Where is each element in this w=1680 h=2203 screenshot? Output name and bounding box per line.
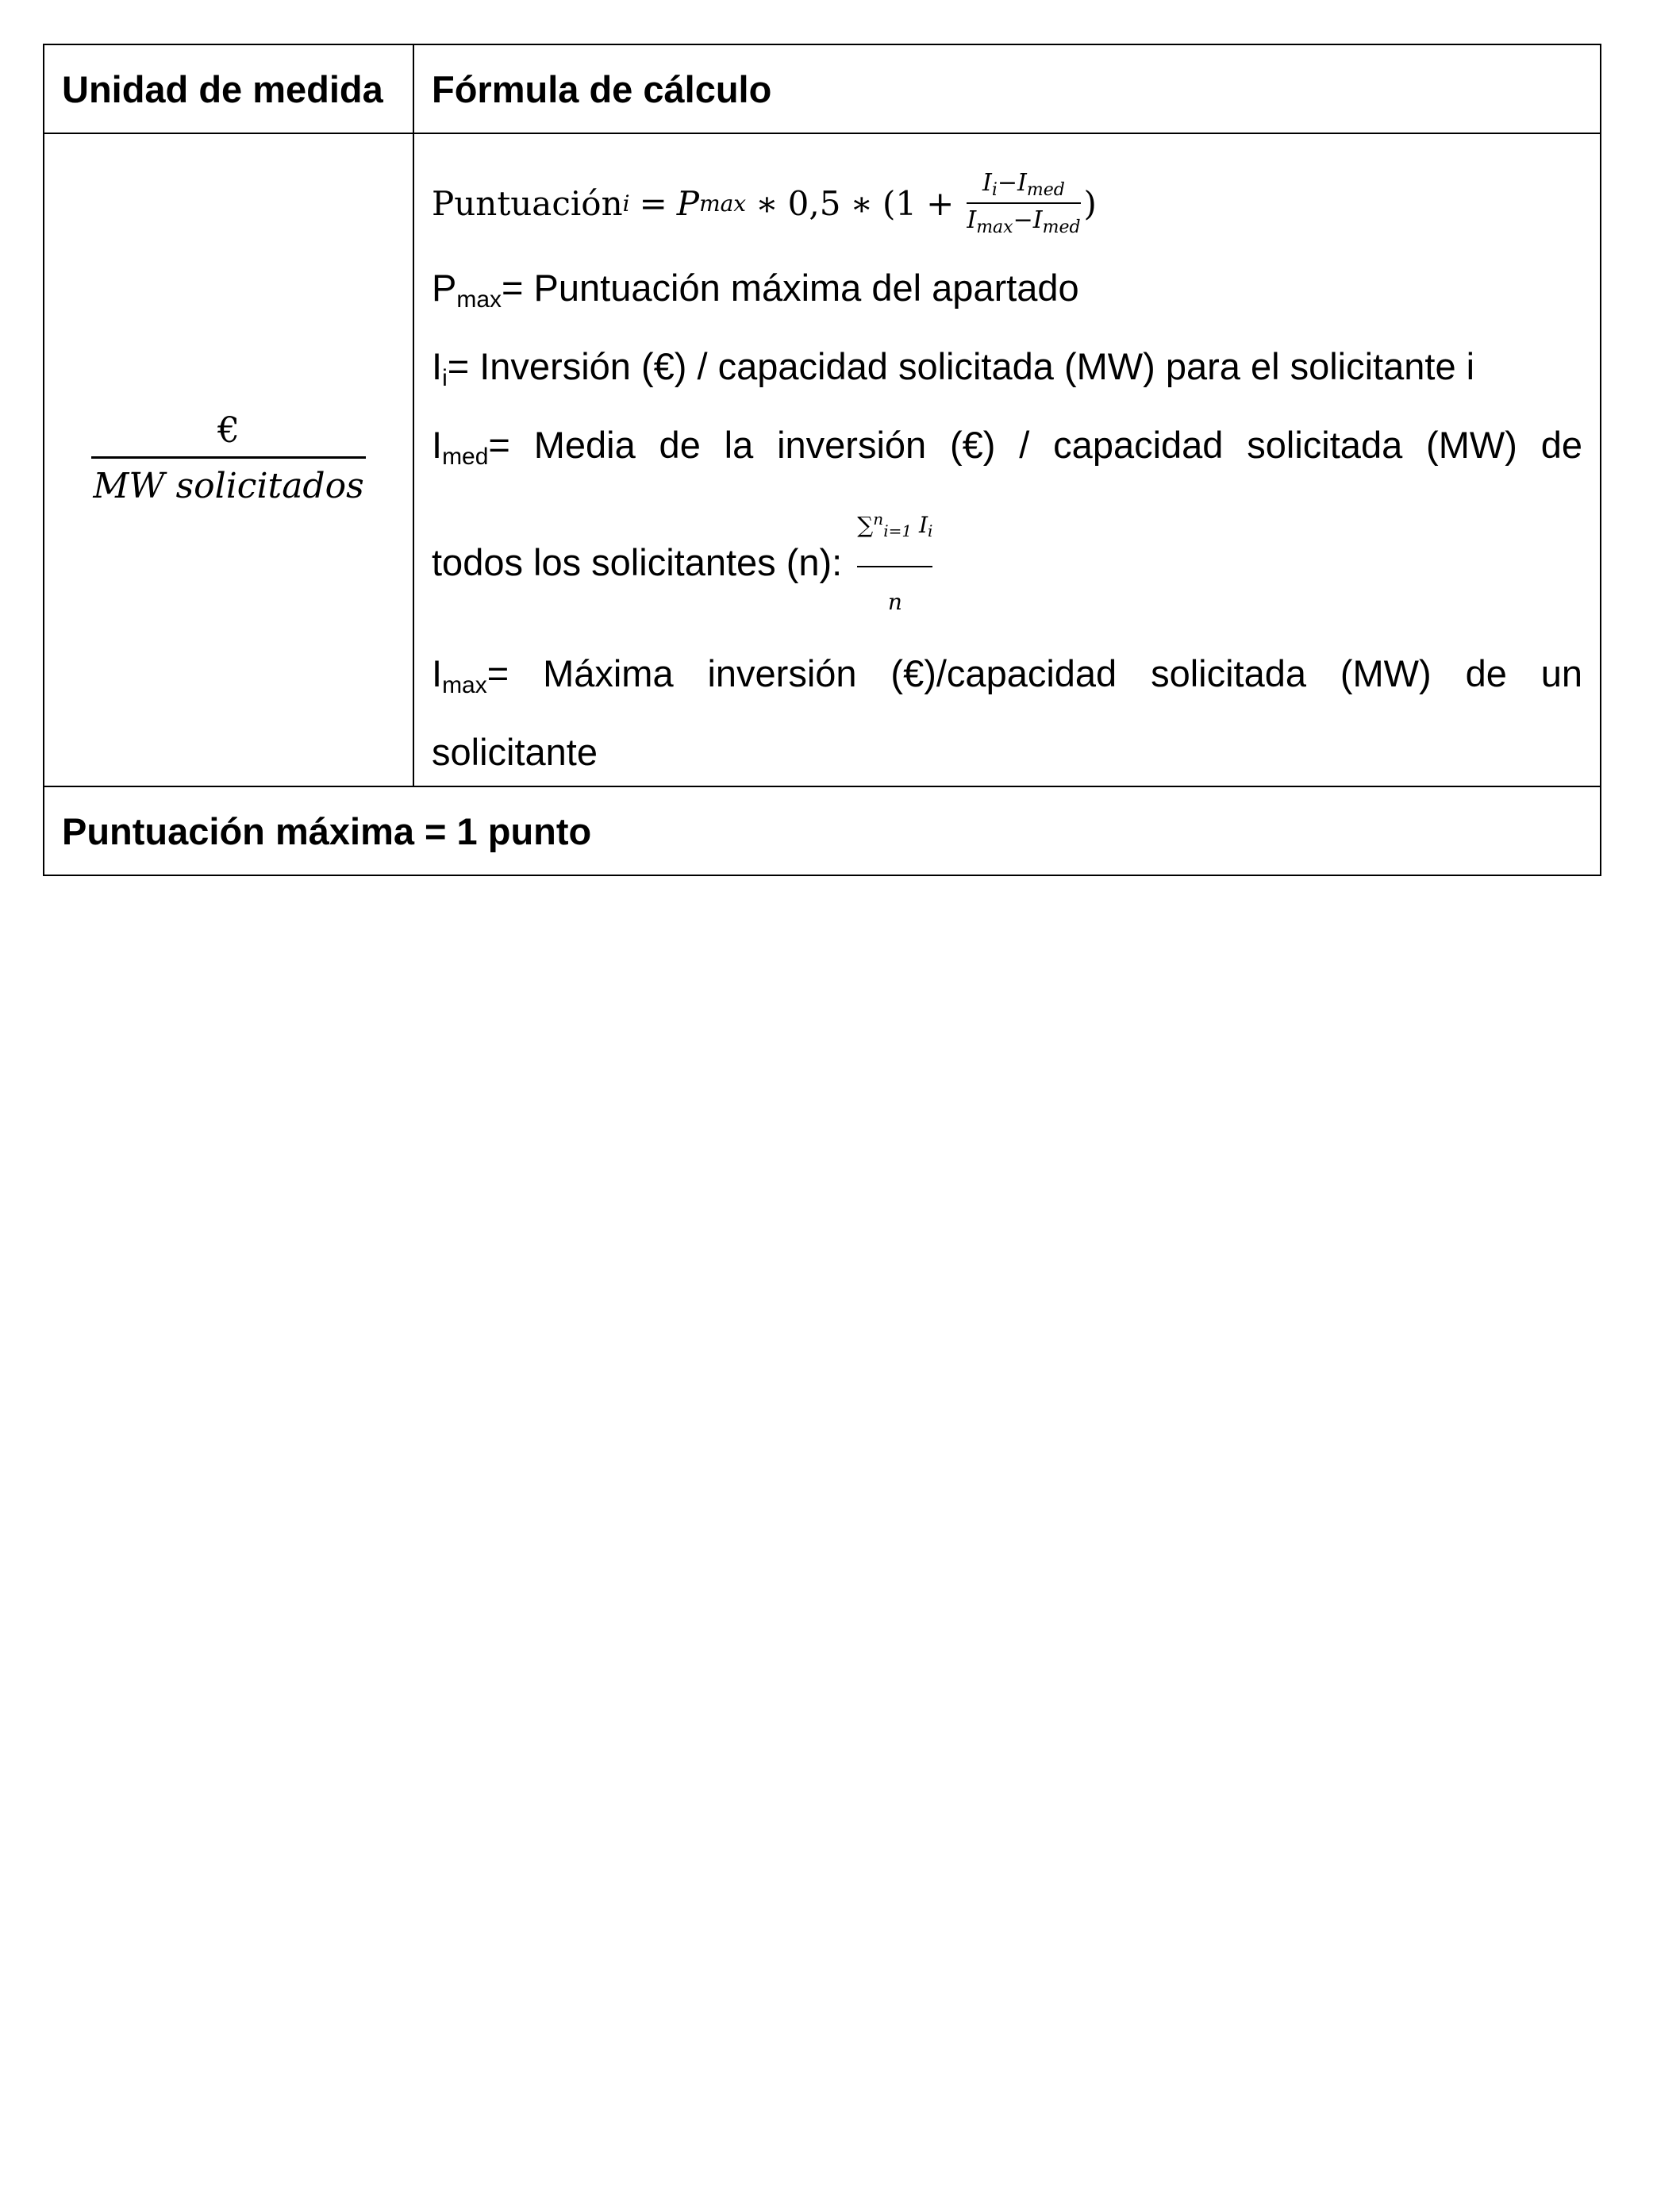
- plus-sign: +: [926, 183, 955, 223]
- den-med-sym: I: [1032, 206, 1043, 234]
- unit-denominator: MW solicitados: [93, 466, 364, 506]
- table-body-row: [44, 133, 1601, 786]
- formula-one: 1: [895, 183, 917, 223]
- sum-sub: i=1: [883, 521, 913, 540]
- table-header-row: [44, 44, 1601, 133]
- sum-i-sub: i: [928, 521, 933, 540]
- def-ii-sub: i: [442, 365, 448, 391]
- open-paren: (: [882, 183, 896, 223]
- mean-denominator: n: [887, 589, 902, 615]
- unit-fraction: [91, 409, 365, 511]
- num-med-sub: med: [1026, 180, 1065, 200]
- den-max-sub: max: [976, 217, 1013, 237]
- def-pmax-sub: max: [456, 286, 502, 313]
- sum-symbol: ∑: [857, 512, 874, 538]
- multiply-sign: ∗: [755, 183, 778, 223]
- def-imed-sub: med: [442, 444, 489, 470]
- den-max-sym: I: [967, 206, 977, 234]
- def-pmax-text: = Puntuación máxima del apartado: [502, 267, 1079, 309]
- criteria-table: [43, 44, 1601, 876]
- formula-cell: [413, 133, 1601, 786]
- unit-cell: [44, 133, 413, 786]
- mean-numerator: [857, 486, 932, 564]
- def-pmax-sym: P: [432, 267, 457, 309]
- formula-factor: 0,5: [787, 183, 841, 223]
- formula-lhs: Puntuación: [432, 183, 623, 223]
- def-imax-sym: I: [432, 652, 443, 694]
- equals-sign: =: [639, 183, 667, 223]
- def-imed-sym: I: [432, 424, 443, 466]
- table-footer-row: [44, 786, 1601, 875]
- sum-i-sym: I: [918, 512, 928, 538]
- unit-numerator: €: [217, 410, 240, 451]
- ratio-bar: [967, 202, 1080, 204]
- formula-pmax: P: [676, 183, 700, 223]
- fraction-bar: [91, 456, 365, 459]
- def-ii-sym: I: [432, 345, 443, 387]
- ratio-numerator: $I_i-I_{med}$: [982, 169, 1065, 200]
- formula-pmax-sub: max: [699, 190, 747, 217]
- num-med-sym: I: [1017, 169, 1027, 197]
- max-score-cell: Puntuación máxima = 1 punto: [44, 786, 1601, 875]
- def-imax-text-1: = Máxima inversión (€)/capacidad solicitada (MW) de un: [486, 652, 1582, 694]
- mean-bar: [857, 566, 932, 567]
- unit-header: Unidad de medida: [44, 44, 413, 133]
- def-imax-sub: max: [442, 672, 487, 698]
- def-imax-line-2: [432, 719, 1582, 786]
- sum-sup: n: [873, 509, 884, 529]
- num-i-sym: I: [982, 169, 992, 197]
- close-paren: ): [1083, 183, 1097, 223]
- def-imed-text-2: todos los solicitantes (n):: [432, 540, 843, 583]
- multiply-sign-2: ∗: [850, 183, 873, 223]
- def-imed-text-1: = Media de la inversión (€) / capacidad solicitada (MW) de: [488, 424, 1582, 466]
- mean-fraction: [857, 486, 932, 636]
- def-imed-line-2: [432, 490, 1582, 640]
- def-ii-text: = Inversión (€) / capacidad solicitada (MW) para el solicitante i: [447, 345, 1475, 387]
- score-formula: [432, 152, 1582, 255]
- def-pmax: [432, 255, 1582, 333]
- ratio-fraction: [967, 169, 1080, 237]
- formula-lhs-sub: i: [622, 190, 630, 217]
- num-i-sub: i: [991, 180, 998, 200]
- def-ii: [432, 333, 1582, 412]
- def-imax-text-2: solicitante: [432, 731, 598, 773]
- den-med-sub: med: [1042, 217, 1081, 237]
- def-imax-line-1: [432, 640, 1582, 719]
- formula-header: Fórmula de cálculo: [413, 44, 1601, 133]
- ratio-denominator: $I_{max}-I_{med}$: [967, 206, 1081, 237]
- def-imed-line-1: [432, 412, 1582, 490]
